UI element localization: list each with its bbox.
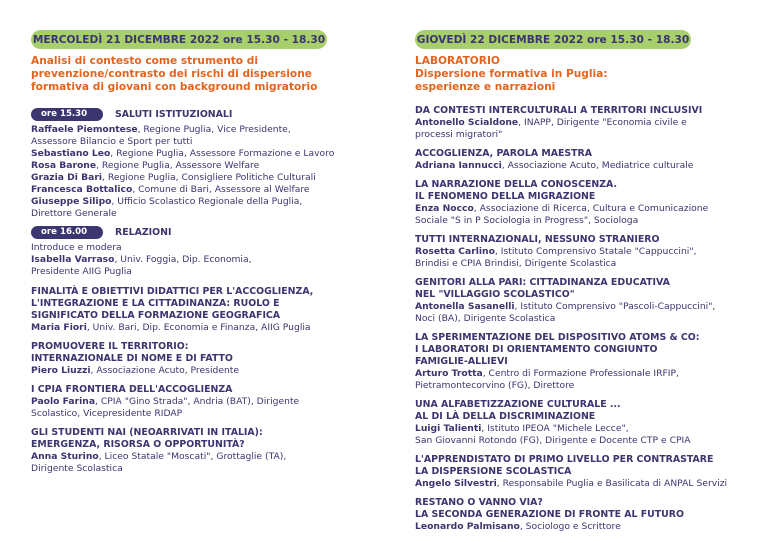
talk-title: GLI STUDENTI NAI (NEOARRIVATI IN ITALIA):	[31, 427, 263, 438]
speaker-name: Grazia Di Bari	[31, 172, 103, 183]
speaker-name: Antonella Sasanelli	[415, 301, 515, 312]
date-banner-day2: GIOVEDÌ 22 DICEMBRE 2022 ore 15.30 - 18.30	[415, 30, 691, 49]
speaker-line	[31, 396, 313, 408]
speaker-name: Anna Sturino	[31, 451, 99, 462]
talk-title: I LABORATORI DI ORIENTAMENTO CONGIUNTO	[415, 344, 658, 355]
speaker-line	[31, 322, 313, 334]
talk-item	[415, 399, 727, 447]
speaker-line	[31, 124, 334, 136]
speaker-line	[31, 184, 334, 196]
talk-title: INTERNAZIONALE DI NOME E DI FATTO	[31, 353, 233, 364]
talk-title: GENITORI ALLA PARI: CITTADINANZA EDUCATIVA	[415, 277, 670, 288]
speaker-name: Piero Liuzzi	[31, 365, 91, 376]
talk-list	[31, 286, 313, 475]
talk-title: TUTTI INTERNAZIONALI, NESSUNO STRANIERO	[415, 234, 660, 245]
talk-item	[415, 497, 727, 533]
talk-title: LA NARRAZIONE DELLA CONOSCENZA.	[415, 179, 618, 190]
speaker-affiliation: , Associazione di Ricerca, Cultura e Comunicazione	[473, 203, 709, 214]
speaker-name: Raffaele Piemontese	[31, 124, 138, 135]
speaker-affiliation: , Istituto Comprensivo "Pascoli-Cappuccini",	[514, 301, 716, 312]
headline-line: LABORATORIO	[415, 55, 500, 67]
speaker-line	[415, 129, 727, 141]
speaker-line	[415, 246, 727, 258]
speaker-name: Enza Nocco	[415, 203, 474, 214]
talk-title: EMERGENZA, RISORSA O OPPORTUNITÀ?	[31, 439, 245, 450]
speaker-name: Paolo Farina	[31, 396, 96, 407]
speaker-affiliation: , Ufficio Scolastico Regionale della Puglia,	[111, 196, 303, 207]
talk-title: I CPIA FRONTIERA DELL'ACCOGLIENZA	[31, 384, 233, 395]
speaker-affiliation: Sociale "S in P Sociologia in Progress", Sociologa	[415, 215, 639, 226]
moderator-role: , Univ. Foggia, Dip. Economia,	[114, 254, 252, 265]
session-title: RELAZIONI	[115, 226, 172, 238]
moderator-name: Isabella Varraso	[31, 254, 115, 265]
speaker-affiliation: Direttore Generale	[31, 208, 117, 219]
speaker-affiliation: Brindisi e CPIA Brindisi, Dirigente Scolastica	[415, 258, 617, 269]
speaker-name: Angelo Silvestri	[415, 478, 497, 489]
speaker-line	[31, 136, 334, 148]
speaker-line	[415, 423, 727, 435]
talk-item	[31, 286, 313, 334]
session-relazioni	[31, 225, 313, 482]
talk-item	[415, 332, 727, 392]
speaker-name: Arturo Trotta	[415, 368, 483, 379]
speaker-line	[31, 172, 334, 184]
talk-item	[31, 384, 313, 420]
speaker-affiliation: Dirigente Scolastica	[31, 463, 123, 474]
speaker-line	[415, 203, 727, 215]
speaker-affiliation: , Istituto Comprensivo Statale "Cappuccini",	[494, 246, 697, 257]
speaker-affiliation: , Regione Puglia, Vice Presidente,	[137, 124, 291, 135]
talk-title: LA SECONDA GENERAZIONE DI FRONTE AL FUTURO	[415, 509, 684, 520]
talk-item	[31, 341, 313, 377]
headline-line: Dispersione formativa in Puglia:	[415, 68, 608, 80]
speaker-affiliation: , Univ. Bari, Dip. Economia e Finanza, AIIG Puglia	[86, 322, 311, 333]
headline-line: formativa di giovani con background migratorio	[31, 81, 318, 93]
speaker-line	[415, 258, 727, 270]
talk-title: ACCOGLIENZA, PAROLA MAESTRA	[415, 148, 593, 159]
speaker-list	[31, 124, 334, 220]
talk-item	[415, 234, 727, 270]
session-saluti	[31, 107, 334, 220]
speaker-name: Francesca Bottalico	[31, 184, 133, 195]
speaker-name: Sebastiano Leo	[31, 148, 111, 159]
speaker-affiliation: Assessore Bilancio e Sport per tutti	[31, 136, 193, 147]
speaker-line	[31, 148, 334, 160]
session-title: SALUTI ISTITUZIONALI	[115, 108, 233, 120]
speaker-affiliation: , Regione Puglia, Assessore Formazione e Lavoro	[110, 148, 335, 159]
talk-title: NEL "VILLAGGIO SCOLASTICO"	[415, 289, 575, 300]
talk-item	[415, 179, 727, 227]
speaker-affiliation: , Liceo Statale "Moscati", Grottaglie (TA),	[98, 451, 287, 462]
talk-title: SIGNIFICATO DELLA FORMAZIONE GEOGRAFICA	[31, 310, 281, 321]
speaker-affiliation: , Sociologo e Scrittore	[519, 521, 621, 532]
headline-day2	[415, 55, 608, 94]
speaker-line	[415, 117, 727, 129]
talk-title: DA CONTESTI INTERCULTURALI A TERRITORI INCLUSIVI	[415, 105, 703, 116]
speaker-name: Maria Fiori	[31, 322, 87, 333]
speaker-affiliation: , INAPP, Dirigente "Economia civile e	[518, 117, 687, 128]
headline-line: prevenzione/contrasto dei rischi di dispersione	[31, 68, 312, 80]
headline-line: esperienze e narrazioni	[415, 81, 556, 93]
moderator-block	[31, 242, 313, 278]
speaker-line	[415, 380, 727, 392]
speaker-line	[31, 208, 334, 220]
speaker-line	[415, 215, 727, 227]
talk-item	[415, 105, 727, 141]
speaker-affiliation: , Responsabile Puglia e Basilicata di ANPAL Servizi	[496, 478, 728, 489]
speaker-name: Rosetta Carlino	[415, 246, 495, 257]
talk-item	[415, 277, 727, 325]
talk-title: FAMIGLIE-ALLIEVI	[415, 356, 508, 367]
intro-label: Introduce e modera	[31, 242, 122, 253]
talk-list	[415, 105, 727, 540]
speaker-affiliation: Pietramontecorvino (FG), Direttore	[415, 380, 575, 391]
time-badge: ore 15.30	[31, 108, 103, 121]
speaker-line	[31, 451, 313, 463]
speaker-name: Leonardo Palmisano	[415, 521, 520, 532]
speaker-line	[415, 313, 727, 325]
talk-item	[415, 454, 727, 490]
speaker-affiliation: Scolastico, Vicepresidente RIDAP	[31, 408, 183, 419]
talk-title: LA SPERIMENTAZIONE DEL DISPOSITIVO ATOMS & CO:	[415, 332, 700, 343]
talk-title: LA DISPERSIONE SCOLASTICA	[415, 466, 572, 477]
speaker-line	[31, 196, 334, 208]
speaker-line	[415, 521, 727, 533]
speaker-affiliation: , Associazione Acuto, Presidente	[90, 365, 240, 376]
speaker-line	[415, 301, 727, 313]
speaker-line	[415, 435, 727, 447]
speaker-affiliation: processi migratori"	[415, 129, 503, 140]
talk-title: L'INTEGRAZIONE E LA CITTADINANZA: RUOLO E	[31, 298, 280, 309]
talk-title: UNA ALFABETIZZAZIONE CULTURALE ...	[415, 399, 621, 410]
talk-title: AL DI LÀ DELLA DISCRIMINAZIONE	[415, 411, 596, 422]
speaker-affiliation: San Giovanni Rotondo (FG), Dirigente e Docente CTP e CPIA	[415, 435, 691, 446]
talk-title: PROMUOVERE IL TERRITORIO:	[31, 341, 189, 352]
talk-title: L'APPRENDISTATO DI PRIMO LIVELLO PER CONTRASTARE	[415, 454, 714, 465]
speaker-name: Luigi Talienti	[415, 423, 482, 434]
headline-day1	[31, 55, 317, 94]
speaker-line	[31, 365, 313, 377]
talk-title: RESTANO O VANNO VIA?	[415, 497, 543, 508]
speaker-line	[31, 160, 334, 172]
speaker-line	[415, 160, 727, 172]
talk-title: IL FENOMENO DELLA MIGRAZIONE	[415, 191, 596, 202]
speaker-affiliation: , Associazione Acuto, Mediatrice culturale	[501, 160, 694, 171]
headline-line: Analisi di contesto come strumento di	[31, 55, 258, 67]
speaker-name: Antonello Scialdone	[415, 117, 519, 128]
speaker-affiliation: , Regione Puglia, Assessore Welfare	[96, 160, 260, 171]
speaker-affiliation: , Istituto IPEOA "Michele Lecce",	[481, 423, 629, 434]
speaker-name: Adriana Iannucci	[415, 160, 502, 171]
speaker-affiliation: , Comune di Bari, Assessore al Welfare	[132, 184, 310, 195]
speaker-affiliation: Noci (BA), Dirigente Scolastica	[415, 313, 556, 324]
speaker-line	[415, 478, 727, 490]
speaker-affiliation: , Regione Puglia, Consigliere Politiche Culturali	[102, 172, 316, 183]
talk-item	[31, 427, 313, 475]
speaker-line	[31, 463, 313, 475]
moderator-role-2: Presidente AIIG Puglia	[31, 266, 132, 277]
speaker-affiliation: , CPIA "Gino Strada", Andria (BAT), Dirigente	[95, 396, 300, 407]
time-badge: ore 16.00	[31, 226, 103, 239]
speaker-line	[415, 368, 727, 380]
speaker-name: Giuseppe Silipo	[31, 196, 112, 207]
speaker-affiliation: , Centro di Formazione Professionale IRFIP,	[482, 368, 679, 379]
speaker-line	[31, 408, 313, 420]
talk-title: FINALITÀ E OBIETTIVI DIDATTICI PER L'ACCOGLIENZA,	[31, 286, 314, 297]
speaker-name: Rosa Barone	[31, 160, 97, 171]
talk-item	[415, 148, 727, 172]
date-banner-day1: MERCOLEDÌ 21 DICEMBRE 2022 ore 15.30 - 18.30	[31, 30, 327, 49]
